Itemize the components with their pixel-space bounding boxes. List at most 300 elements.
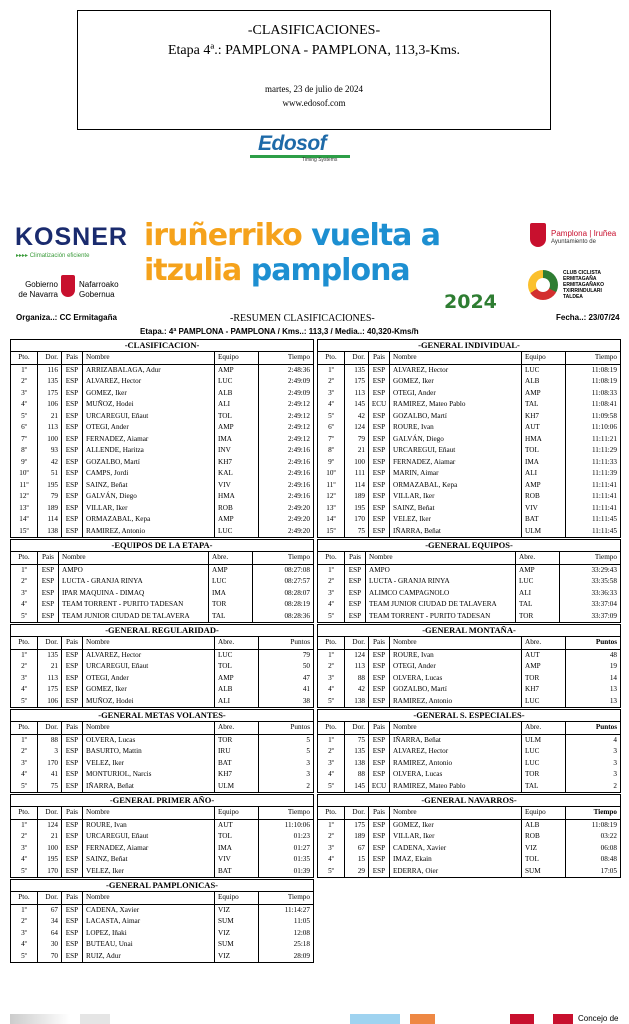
left-column [10,339,314,964]
cell-equipo: AMP [522,480,566,492]
cell-pais: ESP [62,673,83,685]
cell-abre: AMP [516,565,560,577]
cell-equipo: BAT [215,758,259,770]
header-pto: Pto. [318,637,345,649]
header-pto: Pto. [318,352,345,364]
table-row [11,951,313,963]
header-tiempo: Puntos [290,723,310,731]
cell-equipo: ALB [522,820,566,832]
cell-abre: TAL [516,599,560,611]
table-row [318,746,620,758]
header-stage: Etapa 4ª.: PAMPLONA - PAMPLONA, 113,3-Kms. [167,43,461,58]
cell-nombre: MUÑOZ, Hodei [83,399,215,411]
cell-abre: TAL [209,611,253,623]
table-row [318,588,620,600]
cell-dorsal: 88 [38,735,62,747]
cell-pais: ESP [62,480,83,492]
header-tiempo: Tiempo [287,353,310,361]
edosof-logo [250,132,350,163]
section-title: -GENERAL INDIVIDUAL- [318,340,620,352]
header-nombre: Nombre [83,722,215,734]
cell-pais: ESP [62,468,83,480]
header-dor: Dor. [345,807,369,819]
section-primer-ano [10,794,314,878]
cell-pos: 10º [318,468,345,480]
cell-nombre: CADENA, Xavier [83,905,215,917]
cell-pos: 2º [318,831,345,843]
table-row [318,388,620,400]
cell-valor: 11:11:41 [591,492,617,500]
cell-equipo: VIZ [215,928,259,940]
header-dor: Dor. [38,807,62,819]
cell-nombre: IMAZ, Ekain [390,854,522,866]
table-row [11,611,313,623]
table-row [318,820,620,832]
cell-valor: 11:11:45 [591,515,617,523]
table-row [318,376,620,388]
cell-dorsal: 21 [38,831,62,843]
header-equipo: Abre. [215,722,259,734]
header-nombre: Nombre [83,892,215,904]
cell-equipo: ALI [215,399,259,411]
cell-abre: LUC [209,576,253,588]
cell-equipo: KH7 [522,411,566,423]
cell-pos: 5º [11,781,38,793]
table-row [318,468,620,480]
table-header-row [318,722,620,735]
cell-nombre: FERNADEZ, Aiamar [83,434,215,446]
cell-valor: 79 [302,650,310,659]
cell-valor: 11:11:39 [591,469,617,477]
cell-dorsal: 170 [345,514,369,526]
cell-dorsal: 111 [345,468,369,480]
cell-valor: 11:11:21 [591,434,617,443]
table-row [318,411,620,423]
cell-dorsal: 100 [345,457,369,469]
table-row [11,746,313,758]
cell-valor: 08:48 [600,855,617,863]
cell-equipo: TOL [522,445,566,457]
section-title: -CLASIFICACION- [11,340,313,352]
table-row [318,526,620,538]
cell-nombre: ALLENDE, Haritza [83,445,215,457]
cell-valor: 4 [613,735,617,744]
cell-valor: 11:11:41 [591,503,617,512]
cell-nombre: TEAM TORRENT - PURITO TADESAN [59,599,209,611]
header-tiempo: Puntos [595,638,617,646]
cell-nombre: ALVAREZ, Hector [83,376,215,388]
cell-nombre: RAMIREZ, Mateo Pablo [390,399,522,411]
cell-pos: 4º [318,599,345,611]
cell-pos: 3º [318,588,345,600]
section-title: -GENERAL PAMPLONICAS- [11,880,313,892]
cell-valor: 2:49:12 [288,434,310,443]
cell-tiempo: 08:27:57 [284,577,310,585]
cell-pos: 1º [11,565,38,577]
table-row [11,376,313,388]
cell-abre: ALI [516,588,560,600]
cell-equipo: AMP [215,365,259,377]
cell-nombre: FERNADEZ, Aiamar [83,843,215,855]
footer-logo-5 [510,1014,534,1024]
cell-nombre: URCAREGUI, Eñaut [390,445,522,457]
table-row [11,673,313,685]
cell-dorsal: 88 [345,769,369,781]
club-ermitagana-text: CLUB CICLISTA ERMITAGAÑA ERMITAGAÑAKO TXIRRINDULARI TALDEA [563,270,605,300]
cell-valor: 2:49:20 [288,526,310,535]
cell-pais: ESP [62,769,83,781]
cell-valor: 25:18 [293,940,310,948]
cell-pos: 12º [318,491,345,503]
header-equipo: Abre. [522,637,566,649]
banner-title-line2: itzulia pamplona [144,253,410,288]
cell-dorsal: 113 [345,661,369,673]
cell-pos: 3º [11,928,38,940]
cell-nombre: RAMIREZ, Mateo Pablo [390,781,522,793]
kosner-logo: KOSNER [15,223,128,251]
footer-logo-6 [553,1014,573,1024]
section-metas-volantes [10,709,314,793]
cell-pais: ESP [369,661,390,673]
cell-equipo: IMA [215,434,259,446]
cell-equipo: ROB [522,491,566,503]
cell-equipo: IRU [215,746,259,758]
cell-equipo: BAT [522,514,566,526]
cell-nombre: GOZALBO, Martí [390,684,522,696]
table-row [318,514,620,526]
cell-pais: ESP [369,673,390,685]
cell-dorsal: 42 [345,684,369,696]
cell-pais: ESP [369,514,390,526]
cell-valor: 2:49:12 [288,400,310,408]
header-equipo: Abre. [522,722,566,734]
cell-dorsal: 138 [38,526,62,538]
header-nombre: Nombre [83,352,215,364]
cell-pais: ESP [345,565,366,577]
cell-pos: 4º [318,854,345,866]
cell-pais: ESP [369,735,390,747]
table-row [318,503,620,515]
cell-equipo: IMA [522,457,566,469]
cell-valor: 11:08:19 [591,365,617,374]
table-row [318,650,620,662]
header-abre: Abre. [516,552,560,564]
header-equipo: Equipo [215,807,259,819]
header-pais: Pais [345,552,366,564]
cell-pais: ESP [369,820,390,832]
cell-tiempo: 33:36:33 [591,588,617,597]
cell-equipo: VIV [522,503,566,515]
table-row [11,650,313,662]
cell-dorsal: 135 [38,650,62,662]
cell-abre: TOR [209,599,253,611]
cell-pos: 2º [11,746,38,758]
table-row [318,445,620,457]
section-montana [317,624,621,708]
table-row [11,684,313,696]
cell-dorsal: 21 [38,661,62,673]
cell-pais: ESP [62,951,83,963]
cell-pais: ESP [369,831,390,843]
cell-pos: 1º [318,565,345,577]
cell-pos: 4º [11,939,38,951]
table-row [11,576,313,588]
section-general-equipos [317,539,621,623]
cell-nombre: GALVÁN, Diego [390,434,522,446]
edosof-logo-sub: Timing Systems [302,157,338,163]
cell-nombre: GOZALBO, Martí [390,411,522,423]
cell-valor: 2:49:16 [288,492,310,500]
cell-nombre: LUCTA - GRANJA RINYA [366,576,516,588]
cell-valor: 5 [306,747,310,755]
cell-dorsal: 195 [38,854,62,866]
cell-nombre: IÑARRA, Beñat [390,526,522,538]
cell-equipo: ALB [215,388,259,400]
header-tiempo: Tiempo [594,353,617,361]
table-row [11,434,313,446]
cell-dorsal: 175 [38,684,62,696]
cell-equipo: ULM [522,735,566,747]
cell-dorsal: 79 [345,434,369,446]
section-title: -GENERAL REGULARIDAD- [11,625,313,637]
cell-pos: 2º [11,576,38,588]
cell-valor: 03:22 [600,832,617,840]
section-regularidad [10,624,314,708]
cell-valor: 2:48:36 [288,365,310,374]
cell-equipo: SUM [522,866,566,878]
table-row [318,399,620,411]
cell-pos: 2º [11,916,38,928]
pamplona-logo-sub: Ayuntamiento de [551,239,596,245]
cell-equipo: ULM [215,781,259,793]
cell-pos: 5º [11,611,38,623]
cell-abre: LUC [516,576,560,588]
cell-pos: 12º [11,491,38,503]
table-row [11,769,313,781]
cell-pos: 1º [11,905,38,917]
footer-logo-2 [80,1014,110,1024]
cell-pais: ESP [62,696,83,708]
cell-pais: ESP [62,684,83,696]
cell-nombre: LACASTA, Aimar [83,916,215,928]
cell-dorsal: 64 [38,928,62,940]
cell-dorsal: 75 [345,526,369,538]
section-title: -GENERAL METAS VOLANTES- [11,710,313,722]
table-header-row [318,637,620,650]
cell-pos: 4º [11,769,38,781]
cell-nombre: LUCTA - GRANJA RINYA [59,576,209,588]
cell-pos: 2º [318,376,345,388]
cell-equipo: AUT [522,422,566,434]
cell-pos: 3º [11,588,38,600]
cell-pos: 3º [11,673,38,685]
header-website[interactable]: www.edosof.com [282,98,346,108]
cell-equipo: SUM [215,916,259,928]
cell-pos: 3º [11,758,38,770]
section-equipos-etapa [10,539,314,623]
cell-dorsal: 195 [38,480,62,492]
table-row [318,673,620,685]
table-header-row [11,552,313,565]
table-header-row [318,552,620,565]
cell-pais: ESP [369,445,390,457]
cell-pais: ESP [62,781,83,793]
table-row [318,599,620,611]
footer-sponsor-logos [0,1014,629,1024]
cell-nombre: TEAM TORRENT - PURITO TADESAN [366,611,516,623]
table-row [318,831,620,843]
cell-nombre: LOPEZ, Iñaki [83,928,215,940]
cell-pais: ESP [62,491,83,503]
header-nombre: Nombre [59,552,209,564]
cell-pais: ESP [62,376,83,388]
cell-equipo: AMP [215,422,259,434]
cell-valor: 2 [613,781,617,790]
cell-pais: ECU [369,781,390,793]
cell-valor: 06:08 [600,843,617,852]
table-row [318,735,620,747]
cell-nombre: URCAREGUI, Eñaut [83,661,215,673]
cell-valor: 11:09:58 [591,411,617,420]
cell-nombre: MUÑOZ, Hodei [83,696,215,708]
header-dor: Dor. [38,637,62,649]
cell-abre: IMA [209,588,253,600]
cell-abre: AMP [209,565,253,577]
navarra-shield-icon [61,275,75,297]
header-tiempo: Tiempo [287,808,310,816]
cell-nombre: ALVAREZ, Hector [390,365,522,377]
cell-equipo: LUC [215,376,259,388]
section-pamplonicas [10,879,314,963]
cell-nombre: OLVERA, Lucas [390,769,522,781]
cell-equipo: LUC [215,526,259,538]
cell-pais: ESP [369,769,390,781]
cell-nombre: ALVAREZ, Hector [390,746,522,758]
header-tiempo: Puntos [290,638,310,646]
cell-pos: 1º [318,365,345,377]
banner-title-line1: iruñerriko vuelta a [144,218,441,253]
section-title: -GENERAL NAVARROS- [318,795,620,807]
cell-equipo: AMP [215,673,259,685]
cell-nombre: SAINZ, Beñat [83,854,215,866]
cell-nombre: VELEZ, Iker [390,514,522,526]
cell-nombre: BASURTO, Mattin [83,746,215,758]
cell-pos: 2º [318,576,345,588]
cell-pos: 9º [318,457,345,469]
cell-pos: 5º [11,951,38,963]
section-title: -EQUIPOS DE LA ETAPA- [11,540,313,552]
cell-valor: 3 [613,747,617,755]
event-banner [8,215,621,315]
header-dor: Dor. [38,722,62,734]
table-row [11,843,313,855]
cell-pos: 1º [318,650,345,662]
cell-equipo: VIZ [522,843,566,855]
cell-equipo: AMP [215,514,259,526]
cell-valor: 11:14:27 [284,905,310,914]
table-row [11,696,313,708]
cell-equipo: TOL [215,831,259,843]
cell-pais: ESP [345,576,366,588]
cell-pos: 13º [318,503,345,515]
cell-dorsal: 175 [345,376,369,388]
header-equipo: Equipo [215,892,259,904]
cell-valor: 11:08:19 [591,820,617,829]
cell-nombre: URCAREGUI, Eñaut [83,831,215,843]
table-row [318,434,620,446]
cell-pais: ESP [62,365,83,377]
header-pto: Pto. [11,637,38,649]
cell-valor: 5 [306,735,310,744]
header-pto: Pto. [11,352,38,364]
cell-pais: ESP [345,599,366,611]
cell-dorsal: 189 [345,831,369,843]
cell-valor: 01:27 [293,843,310,852]
cell-valor: 3 [613,758,617,767]
cell-pais: ESP [62,650,83,662]
table-row [318,457,620,469]
cell-valor: 14 [609,673,617,682]
cell-nombre: VILLAR, Iker [390,831,522,843]
table-row [318,422,620,434]
cell-pos: 4º [318,684,345,696]
table-row [318,365,620,377]
cell-pos: 1º [318,820,345,832]
banner-year: 2024 [444,291,497,313]
cell-valor: 12:08 [293,928,310,937]
cell-valor: 41 [302,685,310,693]
header-nombre: Nombre [83,637,215,649]
table-header-row [11,352,313,365]
cell-equipo: KAL [215,468,259,480]
cell-pos: 1º [11,820,38,832]
cell-nombre: IÑARRA, Beñat [390,735,522,747]
cell-valor: 2:49:16 [288,446,310,454]
cell-nombre: GALVÁN, Diego [83,491,215,503]
cell-equipo: LUC [522,746,566,758]
cell-valor: 2:49:09 [288,388,310,397]
cell-nombre: EDERRA, Oier [390,866,522,878]
cell-pos: 5º [318,611,345,623]
cell-pos: 1º [318,735,345,747]
cell-pais: ESP [62,831,83,843]
cell-pais: ESP [62,514,83,526]
cell-pos: 5º [318,866,345,878]
cell-valor: 11:11:29 [591,446,617,454]
cell-nombre: ALVAREZ, Hector [83,650,215,662]
club-logo-center [536,278,550,292]
cell-nombre: SAINZ, Beñat [390,503,522,515]
cell-nombre: FERNADEZ, Aiamar [390,457,522,469]
cell-valor: 11:11:33 [591,457,617,466]
edosof-logo-text: Edosof [258,132,327,155]
cell-pos: 4º [11,854,38,866]
header-pto: Pto. [318,807,345,819]
cell-pais: ESP [369,388,390,400]
table-row [11,928,313,940]
table-row [318,854,620,866]
cell-pais: ESP [62,939,83,951]
cell-pais: ESP [369,866,390,878]
cell-pais: ESP [369,422,390,434]
cell-valor: 2:49:16 [288,480,310,489]
cell-valor: 11:10:06 [284,820,310,829]
cell-dorsal: 42 [38,457,62,469]
cell-nombre: RAMIREZ, Antonio [390,758,522,770]
cell-dorsal: 113 [38,422,62,434]
table-row [11,916,313,928]
header-nombre: Nombre [83,807,215,819]
